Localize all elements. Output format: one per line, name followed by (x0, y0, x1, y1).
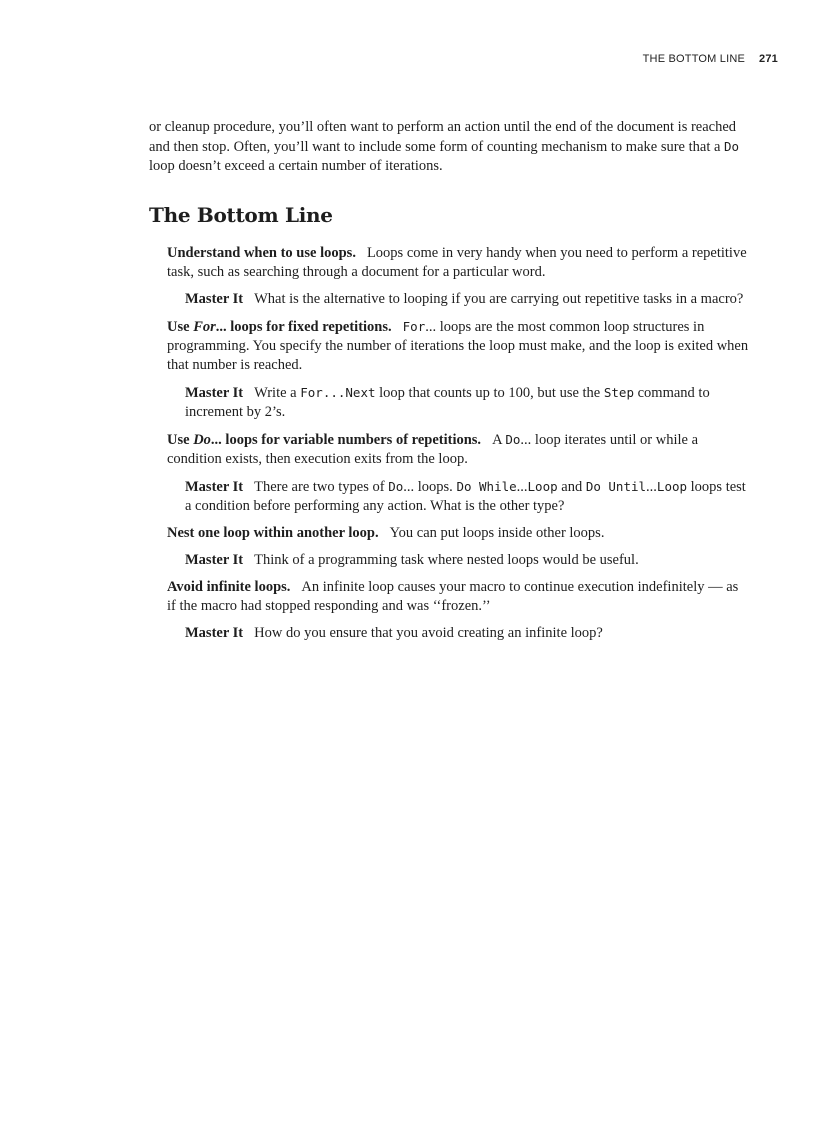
topic-text: An infinite loop causes your macro to continue execution indefinitely — as if the macro had stopped responding and was ‘‘frozen.’’ (167, 579, 739, 614)
master-text: loops test a condition before performing any action. What is the other type? (185, 479, 746, 514)
bottom-line-list (167, 244, 749, 651)
inline-code: Step (603, 385, 634, 400)
topic-text: ... loop iterates until or while a condition exists, then execution exits from the loop. (167, 432, 699, 467)
master-it-2 (185, 383, 749, 422)
intro-text-2: loop doesn’t exceed a certain number of iterations. (149, 158, 443, 174)
master-text: Write a (254, 385, 301, 401)
lead-post: ... loops for fixed repetitions. (215, 319, 392, 335)
lead-em: Do (193, 432, 211, 448)
inline-code: Do (505, 432, 521, 447)
topic-lead: Understand when to use loops. (167, 245, 356, 261)
inline-code: Do While (456, 479, 517, 494)
topic-nest-loops (167, 524, 749, 543)
inline-code: For (402, 319, 426, 334)
topic-for-loops (167, 317, 749, 375)
master-it-label: Master It (185, 385, 244, 401)
topic-text: ... loops are the most common loop structures in programming. You specify the number of iterations the loop must make, and the loop is exited when that number is reached. (167, 319, 749, 373)
master-it-label: Master It (185, 291, 244, 307)
master-it-text: Think of a programming task where nested loops would be useful. (254, 552, 639, 568)
intro-paragraph (149, 118, 749, 176)
topic-infinite-loops (167, 578, 749, 616)
master-text: and (557, 479, 586, 495)
topic-lead: Avoid infinite loops. (167, 579, 291, 595)
master-it-3 (185, 477, 749, 516)
running-header (643, 53, 778, 65)
lead-em: For (193, 319, 216, 335)
topic-do-loops (167, 430, 749, 469)
topic-lead (167, 319, 392, 335)
topic-lead: Nest one loop within another loop. (167, 525, 379, 541)
master-text: ... (516, 479, 528, 495)
master-it-label: Master It (185, 552, 244, 568)
master-it-text: What is the alternative to looping if you are carrying out repetitive tasks in a macro? (254, 291, 744, 307)
topic-understand-loops (167, 244, 749, 282)
inline-code: Do Until (585, 479, 647, 494)
master-text: ... (646, 479, 657, 495)
inline-code: Do (388, 479, 404, 494)
master-text: loop that counts up to 100, but use the (375, 385, 604, 401)
topic-text: You can put loops inside other loops. (389, 525, 605, 541)
intro-code: Do (724, 139, 740, 154)
master-it-4 (185, 551, 749, 570)
master-it-label: Master It (185, 479, 244, 495)
running-title: THE BOTTOM LINE (642, 53, 746, 65)
master-it-label: Master It (185, 625, 244, 641)
master-it-5 (185, 624, 749, 643)
lead-pre: Use (167, 319, 194, 335)
master-text: There are two types of (254, 479, 389, 495)
master-text: command to increment by 2’s. (185, 385, 710, 420)
intro-text-1: or cleanup procedure, you’ll often want to perform an action until the end of the document is reached and then stop. Often, you’ll want to include some form of counting mechanism to make sure that a (149, 119, 737, 155)
lead-post: ... loops for variable numbers of repetitions. (210, 432, 482, 448)
section-title: The Bottom Line (149, 203, 333, 227)
master-it-text: How do you ensure that you avoid creating an infinite loop? (254, 625, 603, 641)
inline-code: Loop (527, 479, 558, 494)
topic-text: A (492, 432, 506, 448)
topic-text: Loops come in very handy when you need to perform a repetitive task, such as searching through a document for a particular word. (167, 245, 747, 280)
master-text: ... loops. (403, 479, 457, 495)
page-number: 271 (759, 53, 778, 65)
master-it-1 (185, 290, 749, 309)
inline-code: For...Next (300, 385, 376, 400)
lead-pre: Use (167, 432, 194, 448)
inline-code: Loop (656, 479, 688, 494)
topic-lead (167, 432, 481, 448)
